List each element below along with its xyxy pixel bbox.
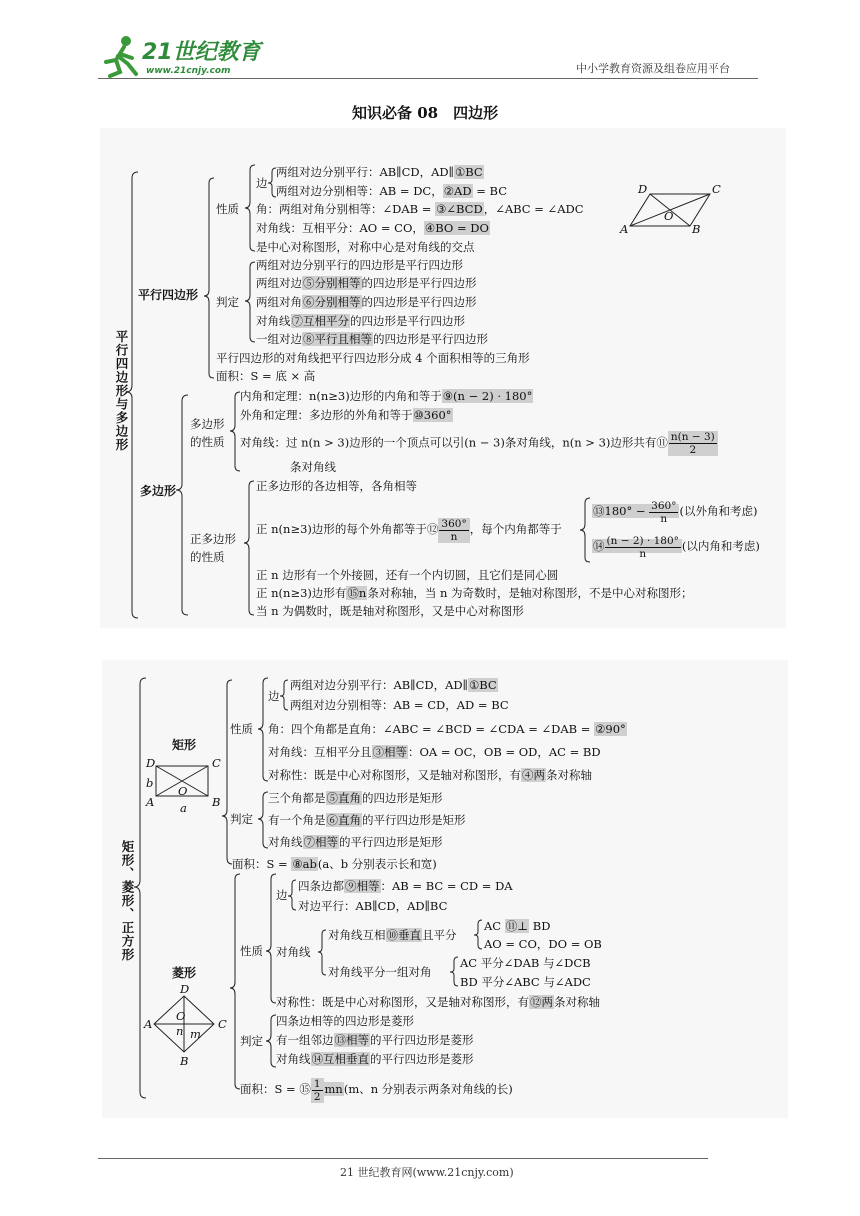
rect-fig-A: A [146,795,155,809]
para-fig-C: C [712,182,721,196]
rect-jiao: 角：四个角都是直角：∠ABC = ∠BCD = ∠CDA = ∠DAB = ②90° [268,722,626,736]
poly-r2: 正 n(n≥3)边形的每个外角都等于⑫ $\frac{360^\circ}{n}$ ，每个内角都等于 [256,517,562,543]
footer-text: 21 世纪教育网(www.21cnjy.com) [340,1166,514,1179]
rect-b2: 两组对边分别相等：AB = CD，AD = BC [290,698,509,712]
panel2-root-label: 矩形、菱形、正方形 [120,840,135,962]
para-fig-A: A [620,222,629,236]
rhom-fig-B: B [180,1054,189,1068]
rect-diagonal: 对角线：互相平分且③相等：OA = OC，OB = OD，AC = BD [268,745,601,759]
rect-area: 面积：S = ⑧ab(a、b 分别表示长和宽) [232,857,437,871]
poly-r5: 当 n 为偶数时，既是轴对称图形，又是中心对称图形 [256,604,524,618]
rhom-dj1: 对角线互相⑩垂直且平分 [328,928,457,942]
rect-b1: 两组对边分别平行：AB∥CD，AD∥①BC [290,678,497,692]
para-pd-1: 两组对边分别平行的四边形是平行四边形 [256,258,463,272]
para-pd-2: 两组对边⑤分别相等的四边形是平行四边形 [256,276,477,290]
polygon-title: 多边形 [140,484,177,498]
rect-fig-a: a [180,801,187,815]
rect-pd2: 有一个角是⑥直角的平行四边形是矩形 [268,813,466,827]
rhom-fig-n: n [176,1024,184,1038]
poly-prop-label: 多边形的性质 [190,417,225,449]
rhom-area: 面积：S = ⑮ $\frac{1}{2}$ mn(m、n 分别表示两条对角线的长) [240,1077,513,1103]
rhom-pd1: 四条边相等的四边形是菱形 [276,1014,414,1028]
para-xingzhi-label: 性质 [216,202,239,216]
para-triangles: 平行四边形的对角线把平行四边形分成 4 个面积相等的三角形 [216,351,530,365]
rhom-fig-A: A [144,1017,153,1031]
panel1-root-label: 平行四边形与多边形 [114,330,129,452]
rect-panding-label: 判定 [230,812,253,826]
poly-r2a: ⑬180° − $\frac{360^\circ}{n}$ (以外角和考虑) [593,499,758,525]
rect-pd1: 三个角都是⑤直角的四边形是矩形 [268,791,443,805]
rhom-pd2: 有一组邻边⑬相等的平行四边形是菱形 [276,1033,474,1047]
poly-p3-tail: 条对角线 [290,460,336,474]
logo-url: www.21cnjy.com [146,66,231,76]
para-symmetry: 是中心对称图形，对称中心是对角线的交点 [256,240,475,254]
para-pd-5: 一组对边⑧平行且相等的四边形是平行四边形 [256,332,488,346]
rhom-dj2b: BD 平分∠ABC 与∠ADC [460,975,591,989]
para-bian-1: 两组对边分别平行：AB∥CD，AD∥①BC [276,165,483,179]
rhom-fig-O: O [176,1009,186,1023]
rhom-dj2a: AC 平分∠DAB 与∠DCB [460,956,591,970]
para-bian-2: 两组对边分别相等：AB = DC，②AD = BC [276,184,507,198]
rhom-xingzhi-label: 性质 [240,944,263,958]
rhom-fig-C: C [218,1017,227,1031]
poly-r2b: ⑭ $\frac{(n - 2) \cdot 180^\circ}{n}$ (以内角和考虑) [593,534,760,560]
footer-divider [98,1158,708,1159]
para-pd-4: 对角线⑦互相平分的四边形是平行四边形 [256,314,465,328]
rhom-title: 菱形 [172,966,197,980]
poly-r1: 正多边形的各边相等，各角相等 [256,479,417,493]
poly-reg-label: 正多边形的性质 [190,532,236,564]
header-right-text: 中小学教育资源及组卷应用平台 [576,62,730,75]
rect-fig-O: O [178,784,188,798]
rhom-fig-m: m [190,1027,201,1041]
para-area: 面积：S = 底 × 高 [216,369,316,383]
para-pd-3: 两组对角⑥分别相等的四边形是平行四边形 [256,295,477,309]
rhom-bian-label: 边 [276,888,288,902]
rect-symmetry: 对称性：既是中心对称图形，又是轴对称图形，有④两条对称轴 [268,768,592,782]
rect-fig-D: D [146,756,156,770]
rect-fig-B: B [212,795,221,809]
poly-p2: 外角和定理：多边形的外角和等于⑩360° [240,408,452,422]
rhom-b1: 四条边都⑨相等：AB = BC = CD = DA [298,879,513,893]
para-diagonal: 对角线：互相平分：AO = CO，④BO = DO [256,221,489,235]
rhom-dj1b: AO = CO，DO = OB [484,937,602,951]
rect-bian-label: 边 [268,689,280,703]
para-panding-label: 判定 [216,295,239,309]
page-title: 知识必备 08 四边形 [352,104,499,122]
rhom-dj2: 对角线平分一组对角 [328,965,432,979]
rhom-dj-label: 对角线 [276,945,311,959]
rect-xingzhi-label: 性质 [230,722,253,736]
rhom-b2: 对边平行：AB∥CD，AD∥BC [298,899,448,913]
poly-r4: 正 n(n≥3)边形有⑮n条对称轴，当 n 为奇数时，是轴对称图形，不是中心对称图形； [256,586,693,600]
rect-pd3: 对角线⑦相等的平行四边形是矩形 [268,835,443,849]
rhom-symmetry: 对称性：既是中心对称图形，又是轴对称图形，有⑫两条对称轴 [276,995,600,1009]
para-fig-B: B [692,222,701,236]
logo-text: 21世纪教育 [142,40,261,65]
para-fig-O: O [664,209,674,223]
rhom-fig-D: D [180,982,190,996]
poly-p3: 对角线：过 n(n > 3)边形的一个顶点可以引(n − 3)条对角线，n(n > 3)边形共有⑪ $\frac{n(n - 3)}{2}$ [240,431,718,456]
poly-r3: 正 n 边形有一个外接圆，还有一个内切圆，且它们是同心圆 [256,568,559,582]
para-jiao: 角：两组对角分别相等：∠DAB = ③∠BCD，∠ABC = ∠ADC [256,202,584,216]
para-bian-label: 边 [256,176,268,190]
rhom-panding-label: 判定 [240,1034,263,1048]
rhom-pd3: 对角线⑭互相垂直的平行四边形是菱形 [276,1052,474,1066]
rect-fig-b: b [146,776,154,790]
rect-title: 矩形 [172,738,197,752]
rhom-dj1a: AC ⑪⊥ BD [484,919,551,933]
parallelogram-title: 平行四边形 [138,288,199,302]
rect-fig-C: C [212,756,221,770]
para-fig-D: D [638,182,648,196]
poly-p1: 内角和定理：n(n≥3)边形的内角和等于⑨(n − 2) · 180° [240,389,533,403]
